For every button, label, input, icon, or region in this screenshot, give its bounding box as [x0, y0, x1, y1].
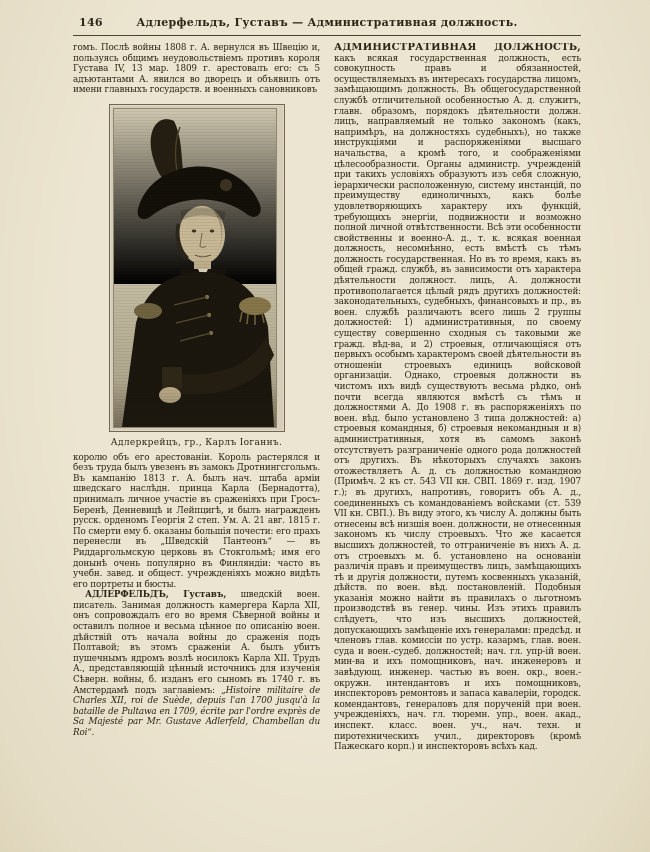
article-adlerfeld-work-title: „Histoire militaire de Charles XII, roi de Suède, depuis l'an 1700 jusqu'à la bataille de Pultawa en 1709, écrite par l'ordre exprès de Sa Majesté par Mr. Gustave Adlerfeld, Chambellan du Roi“. [73, 685, 320, 738]
page-number: 146 [79, 16, 103, 29]
article-admin-dolzhnost [334, 43, 581, 753]
article-adlerfeld-title: АДЛЕРФЕЛЬДЪ, Густавъ, [85, 590, 227, 601]
page-header [73, 16, 581, 31]
portrait-figure [109, 104, 285, 449]
continuation-paragraph: королю объ его арестованіи. Король растерялся и безъ труда былъ увезенъ въ замокъ Дротнингсгольмъ. Въ кампанію 1813 г. А. былъ нач. штаба арміи шведскаго наслѣдн. принца Карла (Бернадотта), принималъ личное участіе въ сраженіяхъ при Гросъ-Беренѣ, Денневицѣ и Лейпцигѣ, и былъ награжденъ русск. орденомъ Георгія 2 степ. Ум. А. 21 авг. 1815 г. По смерти ему б. оказаны большія почести: его прахъ перенесли въ „Шведскій Пантеонъ“ — въ Риддаргольмскую церковь въ Стокгольмѣ; имя его донынѣ очень популярно въ Финляндіи: часто въ учебн. завед. и общест. учрежденіяхъ можно видѣть его портреты и бюсты. [73, 452, 320, 590]
portrait-image [113, 108, 277, 428]
article-admin-text: какъ всякая государственная должность, есть совокупность правъ и обязанностей, осуществляемыхъ въ интересахъ государства лицомъ, замѣщающимъ должность. Въ общегосударственной службѣ отличительной особенностью А. д. служитъ, главн. образомъ, порядокъ дѣятельности должн. лицъ, направляемый не только закономъ (какъ, напримѣръ, на должностяхъ судебныхъ), но также инструкціями и распоряженіями высшаго начальства, а кромѣ того, и соображеніями цѣлесообразности. Органы администр. учрежденій при такихъ условіяхъ образуютъ изъ себя сложную, іерархически расположенную, систему инстанцій, по преимуществу единоличныхъ, какъ болѣе удовлетворяющихъ характеру ихъ функцій, требующихъ энергіи, подвижности и возможно полной личной отвѣтственности. Всѣ эти особенности свойственны и военно-А. д., т. к. всякая военная должность, несомнѣнно, есть вмѣстѣ съ тѣмъ должность государственная. Но въ то время, какъ въ общей гражд. службѣ, въ зависимости отъ характера дѣятельности должност. лицъ, А. должности противополагается цѣлый рядъ другихъ должностей: законодательныхъ, судебныхъ, финансовыхъ и пр., въ воен. службѣ различаютъ всего лишь 2 группы должностей: 1) административныя, по своему существу совершенно сходныя съ таковыми же гражд. вѣд-ва, и 2) строевыя, отличающіяся отъ первыхъ особымъ характеромъ своей дѣятельности въ отношеніи строевыхъ единицъ войсковой организаціи. Однако, строевыя должности въ чистомъ ихъ видѣ существуютъ весьма рѣдко, онѣ почти всегда являются вмѣстѣ съ тѣмъ и должностями А. До 1908 г. въ распоряженіяхъ по воен. вѣд. было установлено 3 типа должностей: а) строевыя командныя, б) строевыя некомандныя и в) административныя, хотя въ самомъ законѣ отсутствуетъ разграниченіе одного рода должностей отъ другихъ. Въ нѣкоторыхъ случаяхъ законъ отожествляетъ А. д. съ должностью командною (Примѣч. 2 къ ст. 543 VII кн. СВП. 1869 г. изд. 1907 г.); въ другихъ, напротивъ, говоритъ объ А. д., соединенныхъ съ командованіемъ войсками (ст. 539 VII кн. СВП.). Въ виду этого, къ числу А. должны быть отнесены всѣ низшія воен. должности, не отнесенныя закономъ къ числу строевыхъ. Что же касается высшихъ должностей, то отграниченіе въ нихъ А. д. отъ строевыхъ м. б. установлено на основаніи различія правъ и преимуществъ лицъ, замѣщающихъ тѣ и другія должности, путемъ косвенныхъ указаній, дѣйств. по воен. вѣд. постановленій. Подобныя указанія можно найти въ правилахъ о льготномъ производствѣ въ генер. чины. Изъ этихъ правилъ слѣдуетъ, что изъ высшихъ должностей, допускающихъ замѣщеніе ихъ генералами: предсѣд. и членовъ глав. комиссіи по устр. казармъ, глав. воен. суда и воен.-судеб. должностей; нач. гл. упр-ій воен. мин-ва и ихъ помощниковъ, нач. инженеровъ и завѣдующ. инженер. частью въ воен. окр., воен.-окружн. интендантовъ и ихъ помощниковъ, инспекторовъ ремонтовъ и запаса кавалеріи, городск. комендантовъ, генераловъ для порученій при воен. учрежденіяхъ, нач. гл. тюремн. упр., воен. акад., инспект. класс. воен. уч., нач. техн. и пиротехническихъ учил., директоровъ (кромѣ Пажескаго корп.) и инспекторовъ всѣхъ кад. [334, 53, 581, 753]
article-adlerfeld-text: шведскій воен. писатель. Занимая должность камергера Карла XII, онъ сопровождалъ его во время Сѣверной войны и оставилъ полное и весьма цѣнное по описанію воен. дѣйствій отъ начала войны до сраженія подъ Полтавой; въ этомъ сраженіи А. былъ убитъ пушечнымъ ядромъ возлѣ носилокъ Карла XII. Трудъ А., представляющій цѣнный источникъ для изученія Сѣверн. войны, б. изданъ его сыномъ въ 1740 г. въ Амстердамѣ подъ заглавіемъ: [73, 590, 320, 696]
portrait-caption: Адлеркрейцъ, гр., Карлъ Іоганнъ. [110, 437, 283, 448]
continuation-paragraph: гомъ. Послѣ войны 1808 г. А. вернулся въ Швецію и, пользуясь общимъ неудовольствіемъ противъ короля Густава IV, 13 мар. 1809 г. арестовалъ его: съ 5 адъютантами А. явился во дворецъ и объявилъ отъ имени главныхъ государств. и военныхъ сановниковъ [73, 43, 320, 96]
article-admin-title: АДМИНИСТРАТИВНАЯ ДОЛЖНОСТЬ, [334, 43, 581, 53]
portrait-engraving-icon [114, 109, 276, 427]
running-title: Адлерфельдъ, Густавъ — Административная должность. [136, 16, 518, 29]
right-column [334, 43, 581, 839]
text-columns [73, 43, 581, 839]
left-column [73, 43, 320, 839]
header-rule [73, 35, 581, 36]
portrait-frame [109, 104, 285, 432]
article-adlerfeld [73, 590, 320, 738]
